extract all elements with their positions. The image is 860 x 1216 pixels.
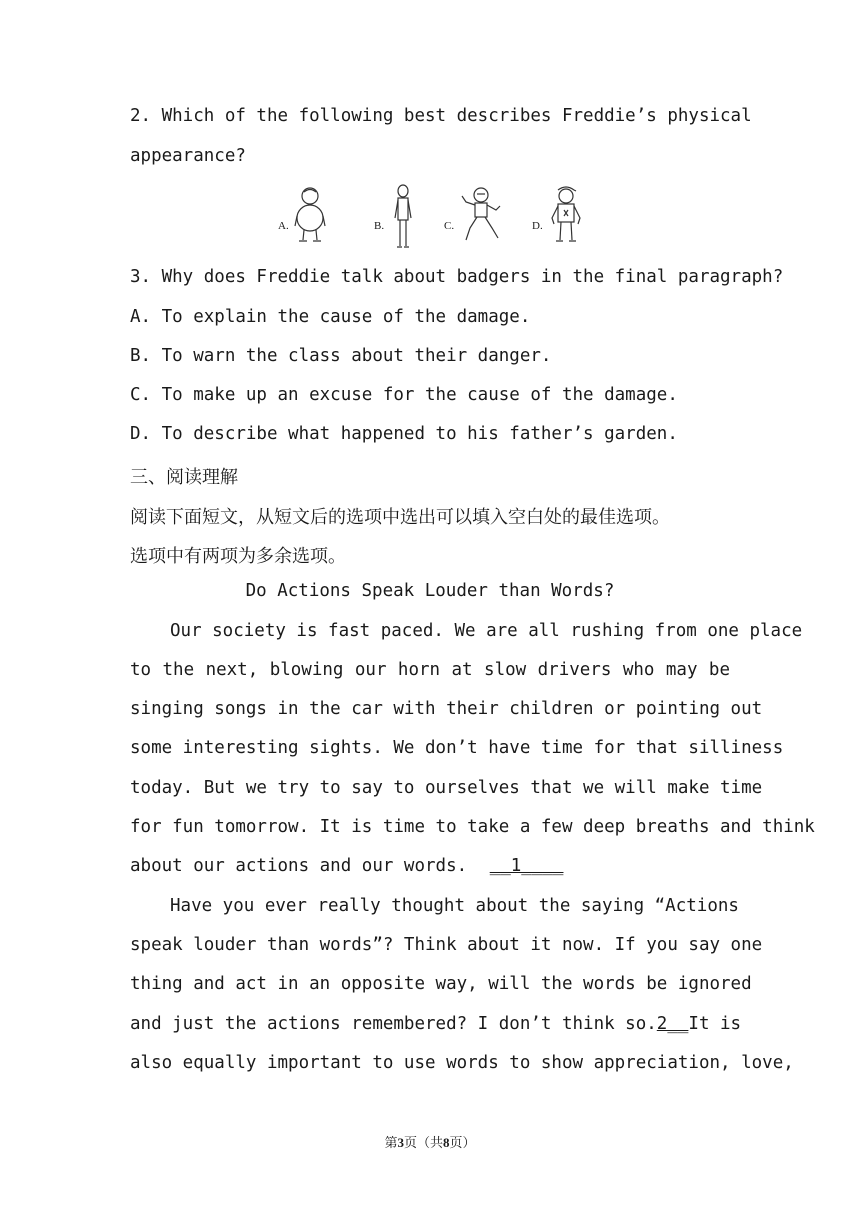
passage-p2-line-4	[130, 1014, 742, 1034]
footer-total-pages: 8	[443, 1135, 450, 1150]
passage-p1-line-5: today. But we try to say to ourselves that we will make time	[130, 778, 763, 798]
footer-page-number: 3	[397, 1135, 404, 1150]
passage-p1-last-text: about our actions and our words.	[130, 856, 468, 876]
boy-with-cap-figure-icon	[546, 184, 586, 246]
passage-p1-line-4: some interesting sights. We don’t have time for that silliness	[130, 738, 784, 758]
passage-p1-line-7	[130, 856, 730, 876]
passage-p1-line-1: Our society is fast paced. We are all rushing from one place	[170, 621, 803, 641]
blank-2: 2__	[656, 1014, 689, 1034]
passage-p1-line-3: singing songs in the car with their children or pointing out	[130, 699, 763, 719]
section-instruction-line-2: 选项中有两项为多余选项。	[130, 546, 346, 567]
passage-p2-line-4-post: It is	[688, 1014, 742, 1034]
figure-label: B.	[374, 220, 385, 232]
question-3-option-b: B. To warn the class about their danger.	[130, 346, 552, 366]
blank-1: __1____	[489, 856, 564, 876]
tall-thin-boy-figure-icon	[388, 184, 418, 250]
question-2-line-2: appearance?	[130, 146, 246, 166]
passage-p2-line-1: Have you ever really thought about the saying “Actions	[170, 896, 739, 916]
section-instruction-line-1: 阅读下面短文，从短文后的选项中选出可以填入空白处的最佳选项。	[130, 507, 670, 528]
figure-label: D.	[532, 220, 543, 232]
figure-label: C.	[444, 220, 455, 232]
passage-title: Do Actions Speak Louder than Words?	[245, 581, 615, 601]
question-3-option-d: D. To describe what happened to his father’s garden.	[130, 424, 678, 444]
passage-p2-line-3: thing and act in an opposite way, will the words be ignored	[130, 974, 752, 994]
answer-figures	[278, 184, 598, 254]
question-3-option-c: C. To make up an excuse for the cause of the damage.	[130, 385, 678, 405]
figure-label: A.	[278, 220, 289, 232]
footer-post: 页）	[449, 1135, 476, 1150]
footer-pre: 第	[384, 1135, 398, 1150]
passage-p2-line-5: also equally important to use words to show appreciation, love,	[130, 1053, 794, 1073]
figure-option-d	[532, 184, 602, 254]
figure-option-a	[278, 184, 348, 254]
dancing-boy-figure-icon	[458, 184, 504, 246]
question-2-line-1: 2. Which of the following best describes Freddie’s physical	[130, 106, 752, 126]
passage-p2-line-2: speak louder than words”? Think about it now. If you say one	[130, 935, 763, 955]
chubby-boy-figure-icon	[292, 184, 328, 246]
passage-p1-line-6: for fun tomorrow. It is time to take a few deep breaths and think	[130, 817, 815, 837]
footer-mid: 页（共	[403, 1135, 443, 1150]
figure-option-b	[374, 184, 444, 254]
question-3: 3. Why does Freddie talk about badgers in the final paragraph?	[130, 267, 784, 287]
figure-option-c	[444, 184, 514, 254]
section-heading: 三、阅读理解	[130, 467, 238, 488]
question-3-option-a: A. To explain the cause of the damage.	[130, 307, 531, 327]
passage-p1-line-2: to the next, blowing our horn at slow drivers who may be	[130, 660, 730, 680]
page-footer	[0, 1132, 860, 1151]
passage-p2-line-4-pre: and just the actions remembered? I don’t think so.	[130, 1014, 657, 1034]
